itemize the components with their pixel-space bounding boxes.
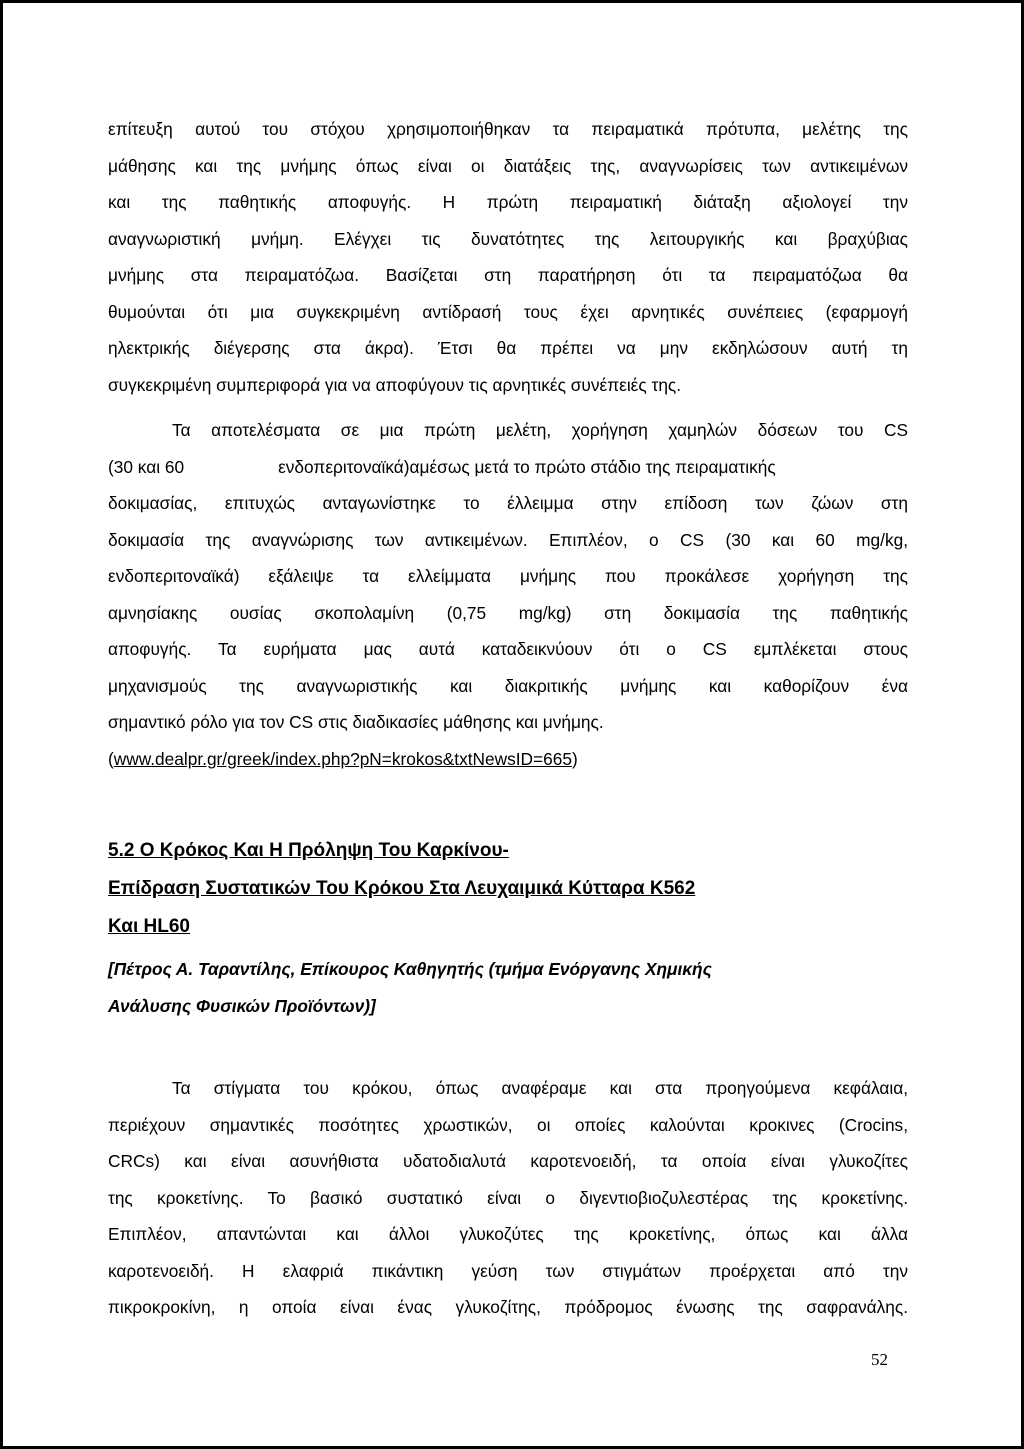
heading-line: Επίδραση Συστατικών Του Κρόκου Στα Λευχαιμικά Κύτταρα K562 xyxy=(108,878,696,899)
text-line: της κροκετίνης. Το βασικό συστατικό είναι ο διγεντιοβιοζυλεστέρας της κροκετίνης. xyxy=(108,1187,908,1208)
page-content xyxy=(108,111,908,1326)
paragraph-saffron-stigmas xyxy=(108,1070,908,1326)
text-line: σημαντικό ρόλο για τον CS στις διαδικασίες μάθησης και μνήμης. xyxy=(108,712,604,732)
text-line: Τα στίγματα του κρόκου, όπως αναφέραμε και στα προηγούμενα κεφάλαια, xyxy=(172,1078,908,1098)
document-page xyxy=(3,3,1021,1446)
text-line: περιέχουν σημαντικές ποσότητες χρωστικών, οι οποίες καλούνται κροκινες (Crocins, xyxy=(108,1114,908,1135)
heading-line: 5.2 Ο Κρόκος Και Η Πρόληψη Του Καρκίνου- xyxy=(108,840,509,861)
text-line: επίτευξη αυτού του στόχου χρησιμοποιήθηκαν τα πειραματικά πρότυπα, μελέτης της xyxy=(108,119,908,139)
text-line-split xyxy=(108,449,908,486)
text-line: CRCs) και είναι ασυνήθιστα υδατοδιαλυτά καροτενοειδή, τα οποία είναι γλυκοζίτες xyxy=(108,1151,908,1171)
text-line: αποφυγής. Τα ευρήματα μας αυτά καταδεικνύουν ότι ο CS εμπλέκεται στους xyxy=(108,639,908,659)
text-line: καροτενοειδή. Η ελαφριά πικάντικη γεύση των στιγμάτων προέρχεται από την xyxy=(108,1260,908,1281)
text-line: και της παθητικής αποφυγής. Η πρώτη πειραματική διάταξη αξιολογεί την xyxy=(108,192,908,212)
source-link[interactable]: www.dealpr.gr/greek/index.php?pN=krokos&txtNewsID=665 xyxy=(113,748,572,769)
author-line: [Πέτρος Α. Ταραντίλης, Επίκουρος Καθηγητής (τμήμα Ενόργανης Χημικής xyxy=(108,959,712,979)
text-line: αναγνωριστική μνήμη. Ελέγχει τις δυνατότητες της λειτουργικής και βραχύβιας xyxy=(108,228,908,249)
text-line: θυμούνται ότι μια συγκεκριμένη αντίδρασή τους έχει αρνητικές συνέπειες (εφαρμογή xyxy=(108,301,908,322)
text-line: συγκεκριμένη συμπεριφορά για να αποφύγουν τις αρνητικές συνέπειές της. xyxy=(108,374,682,395)
heading-line: Και HL60 xyxy=(108,916,190,937)
text-line: ηλεκτρικής διέγερσης στα άκρα). Έτσι θα πρέπει να μην εκδηλώσουν αυτή τη xyxy=(108,338,908,358)
text-line: δοκιμασία της αναγνώρισης των αντικειμένων. Επιπλέον, ο CS (30 και 60 mg/kg, xyxy=(108,529,908,550)
section-author xyxy=(108,951,908,1024)
text-fragment: (30 και 60 xyxy=(108,456,185,477)
section-heading xyxy=(108,833,908,945)
source-reference xyxy=(108,741,908,778)
text-line: αμνησίακης ουσίας σκοπολαμίνη (0,75 mg/kg) στη δοκιμασία της παθητικής xyxy=(108,602,908,623)
text-line: Τα αποτελέσματα σε μια πρώτη μελέτη, χορήγηση χαμηλών δόσεων του CS xyxy=(172,420,908,440)
text-line: μηχανισμούς της αναγνωριστικής και διακριτικής μνήμης και καθορίζουν ένα xyxy=(108,675,908,696)
text-line: μνήμης στα πειραματόζωα. Βασίζεται στη παρατήρηση ότι τα πειραματόζωα θα xyxy=(108,265,908,285)
text-line: ενδοπεριτοναϊκά) εξάλειψε τα ελλείμματα μνήμης που προκάλεσε χορήγηση της xyxy=(108,566,908,586)
paren-close: ) xyxy=(571,748,578,769)
paragraph-experimental-models xyxy=(108,111,908,403)
text-line: πικροκροκίνη, η οποία είναι ένας γλυκοζίτης, πρόδρομος ένωσης της σαφρανάλης. xyxy=(108,1297,908,1317)
paren-open: ( xyxy=(108,748,114,769)
paragraph-cs-results xyxy=(108,412,908,777)
text-line: Επιπλέον, απαντώνται και άλλοι γλυκοζύτες της κροκετίνης, όπως και άλλα xyxy=(108,1224,908,1244)
page-number: 52 xyxy=(871,1350,888,1369)
text-fragment: ενδοπεριτοναϊκά)αμέσως μετά το πρώτο στάδιο της πειραματικής xyxy=(278,456,776,477)
author-line: Ανάλυσης Φυσικών Προϊόντων)] xyxy=(108,995,376,1016)
text-line: μάθησης και της μνήμης όπως είναι οι διατάξεις της, αναγνωρίσεις των αντικειμένων xyxy=(108,155,908,176)
text-line: δοκιμασίας, επιτυχώς ανταγωνίστηκε το έλλειμμα στην επίδοση των ζώων στη xyxy=(108,493,908,513)
